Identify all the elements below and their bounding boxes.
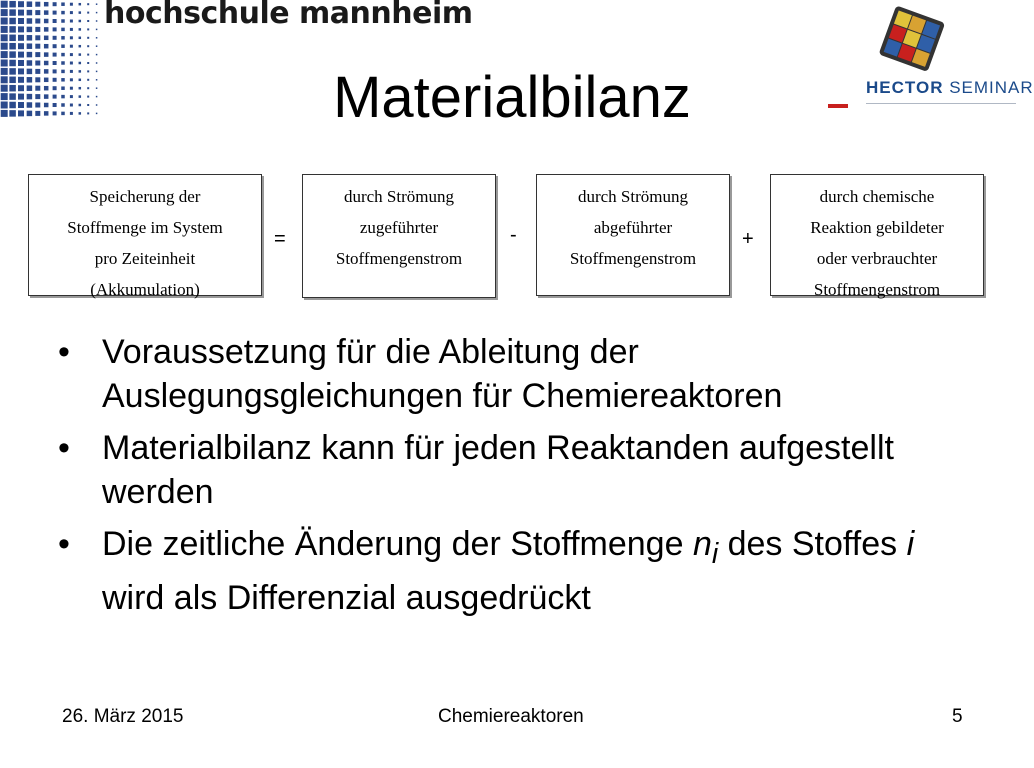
logo-grid-square	[53, 19, 57, 23]
box-line: Reaktion gebildeter	[810, 218, 944, 237]
box-line: Stoffmengenstrom	[569, 249, 697, 268]
bullet-marker: •	[58, 333, 70, 371]
logo-grid-square	[70, 20, 73, 23]
logo-grid-square	[44, 2, 49, 7]
logo-grid-square	[27, 18, 33, 24]
logo-grid-square	[53, 36, 57, 40]
logo-grid-square	[1, 26, 8, 33]
logo-grid-square	[79, 20, 82, 23]
logo-grid-square	[27, 35, 33, 41]
logo-grid-square	[61, 2, 65, 5]
bullet-text: Voraussetzung für die Ableitung der Auslegungsgleichungen für Chemiereaktoren	[102, 333, 783, 415]
logo-grid-square	[53, 27, 57, 31]
logo-grid-square	[70, 45, 73, 48]
logo-grid-square	[79, 45, 82, 48]
logo-grid-square	[1, 18, 8, 25]
logo-grid-square	[27, 27, 33, 33]
balance-box-accumulation	[28, 174, 262, 299]
balance-box-reaction	[770, 174, 984, 299]
logo-grid-square	[79, 11, 82, 14]
logo-grid-square	[70, 3, 73, 6]
logo-grid-square	[9, 43, 16, 50]
logo-grid-square	[35, 2, 40, 7]
bullet-text	[102, 525, 914, 617]
logo-grid-square	[9, 26, 16, 33]
logo-grid-square	[79, 53, 82, 56]
bullet-text-part: Die zeitliche Änderung der Stoffmenge	[102, 525, 693, 563]
logo-grid-square	[44, 36, 49, 41]
logo-grid-square	[18, 35, 24, 41]
logo-grid-square	[53, 2, 57, 6]
box-line: Stoffmengenstrom	[813, 280, 941, 299]
logo-grid-square	[61, 36, 65, 40]
logo-grid-square	[79, 3, 82, 5]
bullet-text: Materialbilanz kann für jeden Reaktanden aufgestellt werden	[102, 429, 894, 511]
bullet-marker: •	[58, 525, 70, 563]
logo-grid-square	[18, 10, 24, 16]
logo-grid-square	[70, 11, 73, 14]
logo-grid-square	[79, 28, 82, 31]
logo-grid-square	[27, 10, 33, 16]
logo-grid-square	[70, 53, 73, 56]
logo-grid-square	[87, 54, 89, 56]
logo-grid-square	[96, 3, 98, 4]
box-line: Stoffmenge im System	[67, 218, 223, 237]
box-line: durch Strömung	[343, 187, 454, 206]
logo-grid-square	[27, 52, 33, 58]
bullet-item	[58, 330, 978, 418]
logo-grid-square	[96, 29, 98, 31]
logo-grid-square	[35, 27, 40, 32]
bullet-item	[58, 426, 978, 514]
logo-grid-square	[87, 12, 89, 14]
box-line: zugeführter	[359, 218, 439, 237]
logo-grid-square	[18, 1, 24, 7]
logo-grid-square	[9, 18, 16, 25]
operator-equals: =	[274, 228, 286, 250]
logo-grid-square	[87, 45, 89, 47]
hochschule-logo-text: hochschule mannheim	[104, 0, 473, 31]
logo-grid-square	[96, 45, 98, 47]
logo-grid-square	[44, 44, 49, 49]
hector-suffix: SEMINAR	[949, 78, 1034, 97]
logo-grid-square	[96, 37, 98, 39]
logo-grid-square	[35, 10, 40, 15]
logo-grid-square	[53, 44, 57, 48]
logo-grid-square	[96, 54, 98, 56]
logo-grid-square	[87, 37, 89, 39]
bullet-list	[58, 330, 978, 628]
logo-grid-square	[18, 26, 24, 32]
logo-grid-square	[61, 44, 65, 48]
logo-grid-square	[87, 20, 89, 22]
bullet-marker: •	[58, 429, 70, 467]
logo-grid-square	[35, 19, 40, 24]
variable-n: n	[692, 525, 712, 563]
footer-date: 26. März 2015	[62, 706, 184, 727]
logo-grid-square	[9, 51, 16, 58]
logo-grid-square	[61, 53, 65, 57]
logo-grid-square	[1, 34, 8, 41]
box-line: durch Strömung	[577, 187, 688, 206]
operator-minus: -	[510, 224, 517, 246]
logo-grid-square	[44, 27, 49, 32]
box-line: oder verbrauchter	[816, 249, 938, 268]
logo-grid-square	[87, 3, 89, 5]
variable-i: i	[906, 525, 915, 563]
logo-grid-square	[53, 53, 57, 57]
logo-grid-square	[44, 52, 49, 57]
logo-grid-square	[18, 18, 24, 24]
box-line: Speicherung der	[89, 187, 201, 206]
logo-grid-square	[1, 51, 8, 58]
logo-grid-square	[79, 37, 82, 40]
bullet-item	[58, 522, 978, 620]
operator-plus: +	[742, 228, 754, 250]
balance-box-inflow	[302, 174, 496, 298]
logo-grid-square	[96, 20, 98, 22]
footer-topic: Chemiereaktoren	[438, 706, 584, 727]
logo-grid-square	[44, 19, 49, 24]
box-line: abgeführter	[593, 218, 673, 237]
logo-grid-square	[44, 10, 49, 15]
logo-grid-square	[9, 35, 16, 42]
logo-grid-square	[9, 1, 16, 8]
logo-grid-square	[70, 36, 73, 39]
logo-grid-square	[53, 11, 57, 15]
slide-title: Materialbilanz	[333, 65, 691, 130]
logo-grid-square	[61, 28, 65, 32]
logo-grid-square	[87, 28, 89, 30]
logo-grid-square	[18, 52, 24, 58]
logo-grid-square	[9, 9, 16, 16]
box-line: Stoffmengenstrom	[335, 249, 463, 268]
subscript-i: i	[711, 537, 719, 570]
bullet-text-part: des Stoffes	[718, 525, 907, 563]
logo-grid-square	[1, 43, 8, 50]
logo-grid-square	[70, 28, 73, 31]
logo-grid-square	[27, 43, 33, 49]
box-line: (Akkumulation)	[90, 280, 200, 299]
logo-grid-square	[27, 1, 33, 7]
logo-grid-square	[35, 44, 40, 49]
logo-grid-square	[61, 19, 65, 23]
box-line: durch chemische	[819, 187, 935, 206]
balance-box-outflow	[536, 174, 730, 296]
bullet-text-part: wird als Differenzial ausgedrückt	[102, 578, 591, 617]
logo-grid-square	[1, 1, 8, 8]
logo-grid-square	[96, 12, 98, 14]
logo-grid-square	[1, 9, 8, 16]
logo-grid-square	[35, 52, 40, 57]
box-line: pro Zeiteinheit	[94, 249, 196, 268]
footer-page-number: 5	[952, 706, 963, 727]
logo-grid-square	[18, 43, 24, 49]
logo-grid-square	[61, 11, 65, 15]
hector-brand: HECTOR	[866, 78, 944, 97]
logo-grid-square	[35, 35, 40, 40]
